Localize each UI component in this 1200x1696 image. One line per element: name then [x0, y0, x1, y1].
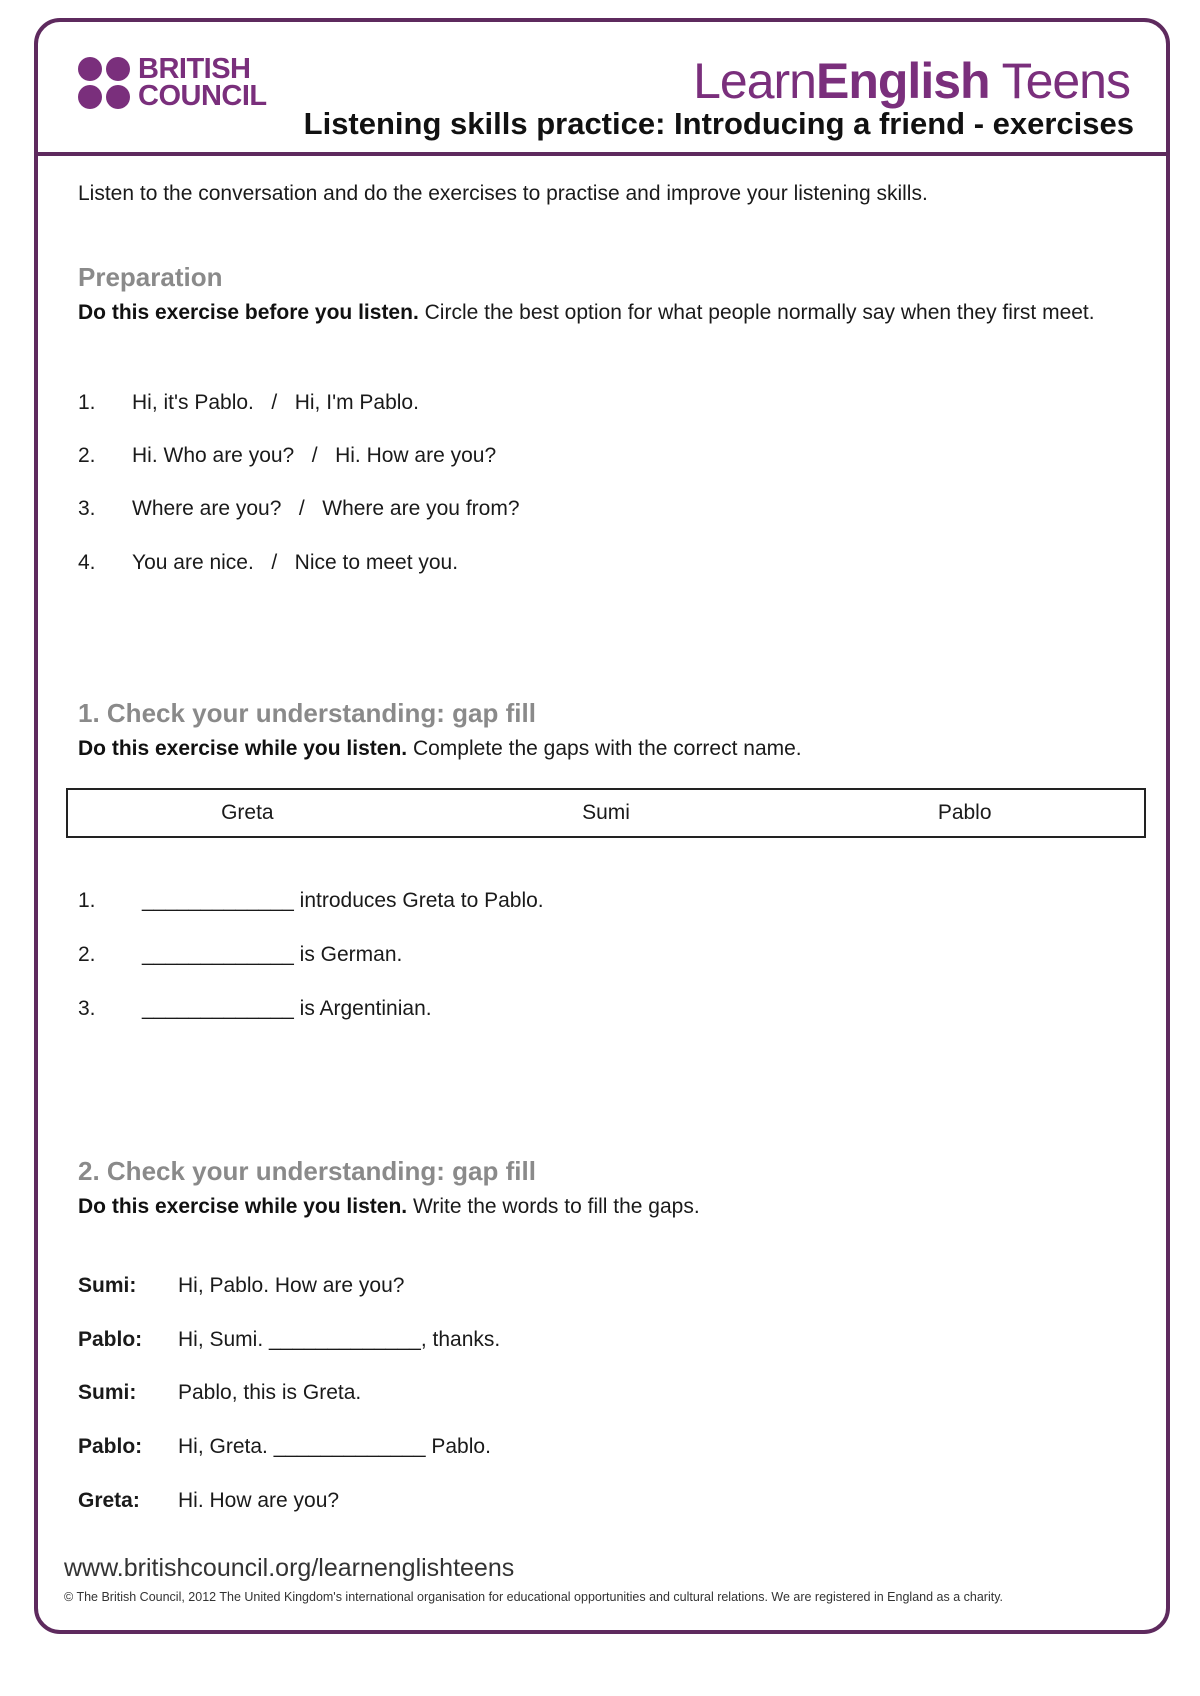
intro-text: Listen to the conversation and do the exercises to practise and improve your listening skills.: [78, 182, 928, 205]
le-logo-teens: Teens: [989, 53, 1130, 109]
footer-url[interactable]: www.britishcouncil.org/learnenglishteens: [64, 1554, 515, 1582]
speaker-label: Sumi:: [78, 1381, 137, 1404]
preparation-instruction-text: Circle the best option for what people normally say when they first meet.: [418, 301, 1095, 324]
preparation-instruction: [78, 298, 1134, 328]
page-title: Listening skills practice: Introducing a friend - exercises: [303, 106, 1134, 141]
exercise2-heading: 2. Check your understanding: gap fill: [78, 1156, 536, 1186]
exercise1-instruction: [78, 734, 1134, 764]
speaker-label: Greta:: [78, 1489, 140, 1512]
exercise1-heading: 1. Check your understanding: gap fill: [78, 698, 536, 728]
exercise1-instruction-text: Complete the gaps with the correct name.: [407, 737, 802, 760]
exercise2-instruction: [78, 1192, 1134, 1222]
bc-wordmark-line1: BRITISH: [138, 53, 251, 85]
exercise2-instruction-text: Write the words to fill the gaps.: [407, 1195, 700, 1218]
le-logo-english: English: [816, 53, 990, 109]
dialog-text: Pablo, this is Greta.: [178, 1381, 362, 1404]
exercise2-instruction-bold: Do this exercise while you listen.: [78, 1195, 408, 1218]
learnenglish-teens-logo: [693, 52, 1130, 110]
bc-wordmark: [138, 53, 267, 112]
speaker-label: Pablo:: [78, 1435, 143, 1458]
word-box-item: Greta: [221, 801, 274, 824]
list-item: 2. Hi. Who are you? / Hi. How are you?: [78, 444, 497, 467]
word-box-item: Sumi: [582, 801, 630, 824]
le-logo-learn: Learn: [693, 53, 816, 109]
word-box-item: Pablo: [937, 801, 992, 824]
dialog-line: [78, 1328, 500, 1352]
speaker-label: Pablo:: [78, 1328, 143, 1351]
dialog-text: Hi. How are you?: [178, 1489, 340, 1512]
footer-copyright: © The British Council, 2012 The United Kingdom's international organisation for educational opportunities and cultural relations. We are registered in England as a charity.: [64, 1590, 1003, 1604]
gap-item: 3. _____________ is Argentinian.: [78, 997, 432, 1020]
dialog-line: [78, 1435, 491, 1459]
header-divider: [34, 152, 1170, 156]
bc-dots-icon: [78, 57, 130, 109]
dialog-text: Hi, Sumi. _____________, thanks.: [178, 1328, 501, 1351]
dialog-text: Hi, Greta. _____________ Pablo.: [178, 1435, 491, 1458]
word-box: [66, 788, 1146, 838]
dialog-line: [78, 1489, 339, 1513]
dialog-line: [78, 1274, 404, 1298]
dialog-line: [78, 1381, 361, 1405]
list-item: 4. You are nice. / Nice to meet you.: [78, 551, 459, 574]
bc-wordmark-line2: COUNCIL: [138, 80, 267, 112]
list-item: 1. Hi, it's Pablo. / Hi, I'm Pablo.: [78, 391, 419, 414]
exercise1-instruction-bold: Do this exercise while you listen.: [78, 737, 408, 760]
gap-item: 2. _____________ is German.: [78, 943, 403, 966]
speaker-label: Sumi:: [78, 1274, 137, 1297]
dialog-text: Hi, Pablo. How are you?: [178, 1274, 405, 1297]
gap-item: 1. _____________ introduces Greta to Pablo.: [78, 889, 544, 912]
british-council-logo: [78, 53, 267, 112]
preparation-instruction-bold: Do this exercise before you listen.: [78, 301, 419, 324]
preparation-heading: Preparation: [78, 262, 223, 292]
list-item: 3. Where are you? / Where are you from?: [78, 497, 520, 520]
